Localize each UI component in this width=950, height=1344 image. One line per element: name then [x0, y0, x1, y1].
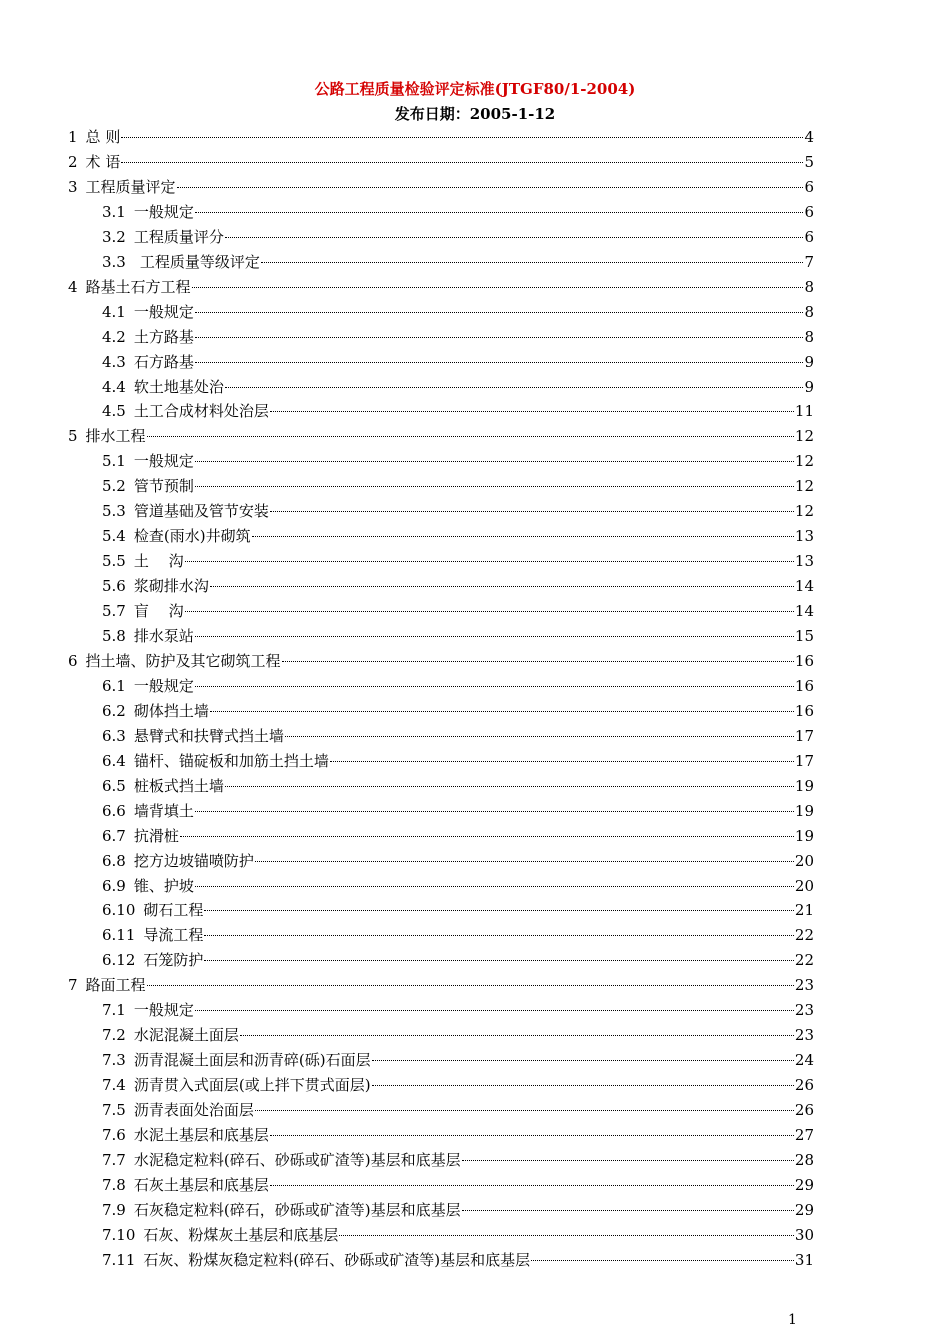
toc-entry-number: 5.5 [102, 552, 126, 571]
document-title: 公路工程质量检验评定标准(JTGF80/1-2004) [314, 80, 636, 98]
toc-entry[interactable] [102, 500, 814, 522]
toc-entry-title: 悬臂式和扶臂式挡土墙 [133, 726, 284, 745]
toc-entry-title: 软土地基处治 [133, 377, 224, 396]
toc-entry-number: 5.4 [102, 527, 126, 546]
toc-entry-label [102, 1024, 239, 1046]
toc-entry-label [102, 1099, 254, 1121]
toc-entry-number: 6.5 [102, 776, 126, 795]
toc-entry-page: 16 [794, 676, 814, 695]
toc-entry-page: 12 [794, 452, 814, 471]
toc-entry-number: 6.7 [102, 826, 126, 845]
toc-entry[interactable] [102, 875, 814, 897]
toc-entry-label [102, 924, 203, 946]
toc-entry-number: 6.1 [102, 676, 126, 695]
toc-entry-label [102, 500, 269, 522]
toc-leader-dots [195, 635, 794, 637]
toc-entry[interactable] [102, 1049, 814, 1071]
toc-leader-dots [204, 909, 793, 911]
toc-entry-title: 土工合成材料处治层 [133, 402, 269, 421]
toc-entry-label [102, 226, 224, 248]
toc-leader-dots [195, 1009, 794, 1011]
toc-entry[interactable] [68, 974, 814, 996]
toc-entry-label [102, 351, 194, 373]
toc-entry-label [102, 1174, 269, 1196]
toc-leader-dots [330, 760, 794, 762]
toc-entry-page: 16 [794, 701, 814, 720]
toc-entry-title: 管节预制 [133, 477, 194, 496]
toc-leader-dots [462, 1209, 794, 1211]
toc-entry[interactable] [102, 1074, 814, 1096]
toc-leader-dots [372, 1059, 794, 1061]
toc-entry-title: 水泥稳定粒料(碎石、砂砾或矿渣等)基层和底基层 [133, 1150, 461, 1169]
toc-leader-dots [121, 136, 803, 138]
toc-entry-page: 12 [794, 427, 814, 446]
toc-entry-title: 石灰土基层和底基层 [133, 1175, 269, 1194]
toc-leader-dots [147, 435, 794, 437]
toc-entry-number: 6.10 [102, 901, 136, 920]
toc-entry-page: 22 [794, 926, 814, 945]
toc-leader-dots [261, 261, 804, 263]
toc-entry-page: 13 [794, 527, 814, 546]
toc-entry-label [102, 301, 194, 323]
toc-entry-number: 3.3 [102, 252, 126, 271]
toc-leader-dots [185, 560, 794, 562]
toc-entry[interactable] [102, 251, 814, 273]
toc-entry-page: 11 [794, 402, 814, 421]
toc-entry-page: 6 [804, 202, 814, 221]
toc-entry[interactable] [102, 775, 814, 797]
toc-entry-title: 石灰、粉煤灰稳定粒料(碎石、砂砾或矿渣等)基层和底基层 [143, 1250, 531, 1269]
toc-entry-label [68, 176, 176, 198]
toc-entry-number: 5.1 [102, 452, 126, 471]
toc-entry[interactable] [102, 1124, 814, 1146]
toc-entry-number: 4.4 [102, 377, 126, 396]
toc-entry-title: 抗滑桩 [133, 826, 179, 845]
toc-leader-dots [225, 386, 804, 388]
toc-entry-page: 23 [794, 976, 814, 995]
toc-entry-number: 5.6 [102, 577, 126, 596]
toc-leader-dots [255, 1109, 794, 1111]
toc-entry[interactable] [102, 675, 814, 697]
toc-entry-label [102, 550, 184, 572]
toc-entry-page: 15 [794, 627, 814, 645]
page-number: 1 [788, 1312, 797, 1328]
toc-entry-label [102, 575, 209, 597]
toc-entry-number: 6.6 [102, 801, 126, 820]
toc-entry-number: 6.2 [102, 701, 126, 720]
toc-entry[interactable] [68, 176, 814, 198]
toc-leader-dots [121, 161, 803, 163]
toc-entry-title: 一般规定 [133, 202, 194, 221]
toc-entry[interactable] [68, 276, 814, 298]
toc-entry[interactable] [102, 575, 814, 597]
toc-entry[interactable] [102, 924, 814, 946]
toc-leader-dots [462, 1159, 794, 1161]
toc-entry-label [68, 974, 146, 996]
toc-entry-number: 7.9 [102, 1200, 126, 1219]
toc-entry-number: 7 [68, 976, 78, 995]
toc-entry-label [102, 675, 194, 697]
toc-leader-dots [372, 1084, 794, 1086]
toc-leader-dots [225, 236, 804, 238]
toc-entry-page: 9 [804, 377, 814, 396]
toc-entry-number: 4 [68, 277, 78, 296]
toc-leader-dots [531, 1259, 794, 1261]
toc-entry[interactable] [102, 400, 814, 422]
toc-entry-label [102, 850, 254, 872]
toc-leader-dots [192, 286, 804, 288]
toc-entry-number: 5.3 [102, 502, 126, 521]
toc-entry[interactable] [68, 425, 814, 447]
toc-entry-number: 6.12 [102, 951, 136, 970]
toc-entry-title: 石笼防护 [143, 951, 204, 970]
toc-entry-title: 沥青贯入式面层(或上拌下贯式面层) [133, 1076, 371, 1095]
toc-entry-title: 一般规定 [133, 1001, 194, 1020]
toc-entry[interactable] [102, 301, 814, 323]
toc-entry-page: 12 [794, 477, 814, 496]
toc-entry-label [102, 750, 329, 772]
toc-entry-title: 路基土石方工程 [85, 277, 191, 296]
toc-entry-page: 12 [794, 502, 814, 521]
toc-entry-number: 4.2 [102, 327, 126, 346]
toc-leader-dots [270, 510, 794, 512]
toc-entry-title: 工程质量评分 [133, 227, 224, 246]
toc-entry-label [102, 825, 179, 847]
toc-entry[interactable] [102, 800, 814, 822]
toc-leader-dots [147, 984, 794, 986]
toc-entry-label [102, 1199, 461, 1221]
toc-entry-number: 3.2 [102, 227, 126, 246]
toc-entry-page: 9 [804, 352, 814, 371]
toc-entry-label [102, 450, 194, 472]
toc-entry-title: 排水泵站 [133, 627, 194, 645]
toc-entry-number: 6.4 [102, 751, 126, 770]
toc-entry[interactable] [102, 1099, 814, 1121]
toc-entry-label [102, 326, 194, 348]
toc-entry-number: 7.7 [102, 1150, 126, 1169]
toc-entry-label [102, 1124, 269, 1146]
toc-entry[interactable] [102, 550, 814, 572]
toc-entry-number: 4.5 [102, 402, 126, 421]
toc-entry-page: 5 [804, 152, 814, 171]
toc-entry[interactable] [102, 450, 814, 472]
toc-leader-dots [270, 1184, 794, 1186]
toc-entry[interactable] [102, 725, 814, 747]
toc-leader-dots [240, 1034, 794, 1036]
toc-entry-page: 20 [794, 876, 814, 895]
toc-entry[interactable] [102, 1174, 814, 1196]
toc-entry-number: 5.2 [102, 477, 126, 496]
toc-leader-dots [225, 785, 794, 787]
toc-entry[interactable] [102, 850, 814, 872]
toc-leader-dots [255, 860, 794, 862]
toc-leader-dots [210, 585, 794, 587]
toc-entry-label [102, 400, 269, 422]
toc-entry-number: 6 [68, 651, 78, 670]
toc-leader-dots [180, 835, 794, 837]
toc-entry-page: 23 [794, 1026, 814, 1045]
toc-leader-dots [185, 610, 794, 612]
toc-entry-title: 墙背填土 [133, 801, 194, 820]
toc-entry[interactable] [102, 999, 814, 1021]
toc-entry-page: 29 [794, 1200, 814, 1219]
toc-entry[interactable] [102, 1199, 814, 1221]
toc-entry[interactable] [102, 1024, 814, 1046]
toc-entry-title: 挡土墙、防护及其它砌筑工程 [85, 651, 281, 670]
toc-entry-page: 14 [794, 602, 814, 621]
toc-entry-title: 总 则 [85, 128, 121, 146]
toc-entry-label [68, 151, 120, 173]
toc-entry-label [102, 1224, 338, 1246]
toc-entry[interactable] [102, 376, 814, 398]
toc-entry-page: 17 [794, 726, 814, 745]
toc-entry-title: 术 语 [85, 152, 121, 171]
toc-entry[interactable] [102, 700, 814, 722]
toc-entry-title: 石灰稳定粒料(碎石，砂砾或矿渣等)基层和底基层 [133, 1200, 461, 1219]
toc-entry-title: 水泥土基层和底基层 [133, 1126, 269, 1144]
toc-entry-title: 锥、护坡 [133, 876, 194, 895]
toc-entry-label [102, 775, 224, 797]
toc-entry-title: 排水工程 [85, 427, 146, 446]
toc-leader-dots [195, 810, 794, 812]
toc-leader-dots [195, 211, 804, 213]
toc-entry[interactable] [102, 600, 814, 622]
toc-entry-label [102, 725, 284, 747]
toc-entry-title: 石方路基 [133, 352, 194, 371]
toc-entry-label [102, 875, 194, 897]
toc-leader-dots [195, 685, 794, 687]
toc-entry-label [102, 949, 203, 971]
toc-leader-dots [270, 1134, 794, 1136]
toc-leader-dots [195, 311, 804, 313]
toc-entry-number: 1 [68, 128, 78, 146]
toc-entry-page: 26 [794, 1076, 814, 1095]
toc-entry-number: 5.7 [102, 602, 126, 621]
toc-entry-title: 一般规定 [133, 452, 194, 471]
toc-leader-dots [195, 336, 804, 338]
toc-entry-page: 6 [804, 177, 814, 196]
toc-entry-page: 16 [794, 651, 814, 670]
toc-entry-title: 土 沟 [133, 552, 184, 571]
toc-leader-dots [210, 710, 794, 712]
toc-entry-label [102, 899, 203, 921]
toc-entry-title: 沥青混凝土面层和沥青碎(砾)石面层 [133, 1051, 371, 1070]
toc-entry-page: 20 [794, 851, 814, 870]
toc-entry-page: 22 [794, 951, 814, 970]
toc-entry-label [102, 525, 251, 547]
toc-entry-title: 工程质量评定 [85, 177, 176, 196]
toc-entry-label [102, 1074, 371, 1096]
toc-entry-number: 5 [68, 427, 78, 446]
toc-entry-title: 管道基础及管节安装 [133, 502, 269, 521]
toc-entry-label [102, 1049, 371, 1071]
toc-entry-number: 5.8 [102, 627, 126, 645]
toc-entry[interactable] [102, 201, 814, 223]
toc-entry-page: 19 [794, 801, 814, 820]
toc-entry-title: 挖方边坡锚喷防护 [133, 851, 254, 870]
toc-entry-number: 7.1 [102, 1001, 126, 1020]
toc-entry-title: 土方路基 [133, 327, 194, 346]
toc-entry-number: 6.3 [102, 726, 126, 745]
toc-entry-label [102, 251, 260, 273]
toc-entry-page: 21 [794, 901, 814, 920]
toc-entry-number: 7.5 [102, 1101, 126, 1120]
toc-entry-label [102, 999, 194, 1021]
toc-entry-number: 7.4 [102, 1076, 126, 1095]
toc-entry-title: 一般规定 [133, 302, 194, 321]
toc-entry-number: 7.8 [102, 1175, 126, 1194]
toc-entry-number: 6.9 [102, 876, 126, 895]
toc-entry-page: 24 [794, 1051, 814, 1070]
toc-leader-dots [195, 460, 794, 462]
toc-entry-page: 28 [794, 1150, 814, 1169]
toc-leader-dots [195, 361, 804, 363]
toc-entry[interactable] [68, 650, 814, 672]
toc-leader-dots [252, 535, 794, 537]
toc-leader-dots [270, 410, 794, 412]
toc-entry-page: 14 [794, 577, 814, 596]
toc-entry-page: 23 [794, 1001, 814, 1020]
toc-entry[interactable] [102, 750, 814, 772]
toc-entry[interactable] [102, 226, 814, 248]
toc-entry-page: 19 [794, 826, 814, 845]
toc-leader-dots [339, 1234, 793, 1236]
toc-entry-label [68, 276, 191, 298]
toc-entry-number: 6.11 [102, 926, 136, 945]
toc-entry-page: 6 [804, 227, 814, 246]
toc-leader-dots [195, 485, 794, 487]
toc-entry-title: 检查(雨水)井砌筑 [133, 527, 251, 546]
toc-leader-dots [195, 885, 794, 887]
toc-entry[interactable] [102, 1249, 814, 1271]
toc-entry-number: 7.11 [102, 1250, 136, 1269]
toc-leader-dots [204, 959, 793, 961]
toc-entry-label [68, 650, 281, 672]
toc-entry[interactable] [102, 949, 814, 971]
toc-entry-number: 7.10 [102, 1225, 136, 1244]
toc-entry-label [102, 1149, 461, 1171]
toc-entry-title: 工程质量等级评定 [139, 252, 260, 271]
toc-entry-number: 7.3 [102, 1051, 126, 1070]
toc-entry-title: 桩板式挡土墙 [133, 776, 224, 795]
toc-entry[interactable] [102, 625, 814, 647]
toc-entry-number: 6.8 [102, 851, 126, 870]
toc-entry-label [102, 376, 224, 398]
toc-entry-number: 4.3 [102, 352, 126, 371]
toc-entry-title: 石灰、粉煤灰土基层和底基层 [143, 1225, 339, 1244]
toc-entry-page: 7 [804, 252, 814, 271]
toc-entry-page: 4 [804, 128, 814, 146]
toc-entry-title: 浆砌排水沟 [133, 577, 209, 596]
toc-entry-page: 13 [794, 552, 814, 571]
toc-entry[interactable] [102, 475, 814, 497]
toc-entry-label [102, 600, 184, 622]
toc-entry[interactable] [102, 825, 814, 847]
toc-entry-number: 4.1 [102, 302, 126, 321]
toc-entry-number: 3.1 [102, 202, 126, 221]
toc-entry-page: 30 [794, 1225, 814, 1244]
publish-date: 发布日期：2005-1-12 [394, 105, 556, 123]
toc-entry-title: 砌体挡土墙 [133, 701, 209, 720]
toc-entry-page: 8 [804, 302, 814, 321]
toc-entry-title: 一般规定 [133, 676, 194, 695]
toc-entry[interactable] [102, 899, 814, 921]
toc-entry-page: 26 [794, 1101, 814, 1120]
toc-entry-page: 8 [804, 277, 814, 296]
toc-entry-label [102, 201, 194, 223]
toc-entry-title: 盲 沟 [133, 602, 184, 621]
toc-entry-label [68, 425, 146, 447]
toc-entry-number: 7.6 [102, 1126, 126, 1144]
toc-entry-label [68, 126, 120, 148]
toc-entry-number: 2 [68, 152, 78, 171]
toc-leader-dots [177, 186, 804, 188]
toc-entry-label [102, 625, 194, 647]
toc-entry-number: 7.2 [102, 1026, 126, 1045]
toc-entry[interactable] [68, 126, 814, 148]
toc-entry-title: 锚杆、锚碇板和加筋土挡土墙 [133, 751, 329, 770]
toc-leader-dots [282, 660, 794, 662]
toc-entry-title: 导流工程 [143, 926, 204, 945]
toc-entry-number: 3 [68, 177, 78, 196]
toc-entry[interactable] [102, 326, 814, 348]
toc-entry[interactable] [102, 351, 814, 373]
toc-entry[interactable] [102, 1149, 814, 1171]
toc-entry-label [102, 475, 194, 497]
toc-entry-page: 19 [794, 776, 814, 795]
toc-entry-label [102, 800, 194, 822]
toc-entry[interactable] [102, 1224, 814, 1246]
toc-entry-page: 27 [794, 1126, 814, 1144]
toc-entry-page: 17 [794, 751, 814, 770]
toc-entry[interactable] [102, 525, 814, 547]
toc-leader-dots [204, 934, 793, 936]
toc-entry-title: 砌石工程 [143, 901, 204, 920]
toc-entry-label [102, 700, 209, 722]
toc-entry-title: 路面工程 [85, 976, 146, 995]
toc-entry-page: 31 [794, 1250, 814, 1269]
toc-entry-title: 水泥混凝土面层 [133, 1026, 239, 1045]
toc-leader-dots [285, 735, 794, 737]
toc-entry-page: 8 [804, 327, 814, 346]
toc-entry-title: 沥青表面处治面层 [133, 1101, 254, 1120]
toc-entry-page: 29 [794, 1175, 814, 1194]
toc-entry[interactable] [68, 151, 814, 173]
toc-entry-label [102, 1249, 530, 1271]
